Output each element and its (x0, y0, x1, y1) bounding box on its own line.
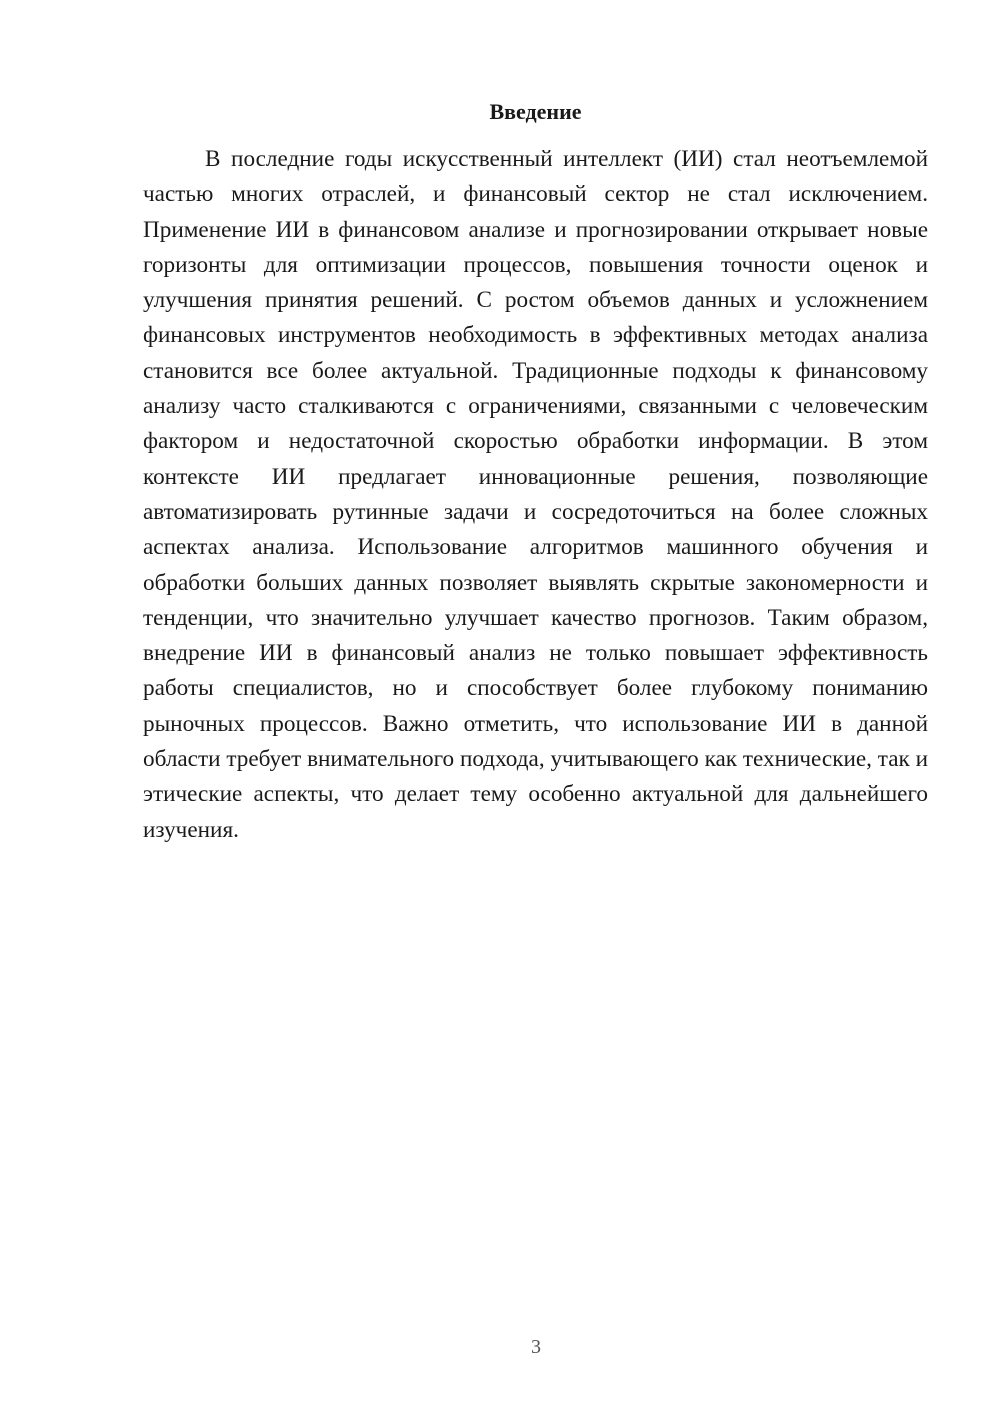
page-number: 3 (531, 1336, 541, 1358)
body-paragraph: В последние годы искусственный интеллект (ИИ) стал неотъемлемой частью многих отраслей, и финансовый сектор не стал исключением. Применение ИИ в финансовом анализе и прогнозировании открывает новые горизонты для оптимизации процессов, повышения точности оценок и улучшения принятия решений. С ростом объемов данных и усложнением финансовых инструментов необходимость в эффективных методах анализа становится все более актуальной. Традиционные подходы к финансовому анализу часто сталкиваются с ограничениями, связанными с человеческим фактором и недостаточной скоростью обработки информации. В этом контексте ИИ предлагает инновационные решения, позволяющие автоматизировать рутинные задачи и сосредоточиться на более сложных аспектах анализа. Использование алгоритмов машинного обучения и обработки больших данных позволяет выявлять скрытые закономерности и тенденции, что значительно улучшает качество прогнозов. Таким образом, внедрение ИИ в финансовый анализ не только повышает эффективность работы специалистов, но и способствует более глубокому пониманию рыночных процессов. Важно отметить, что использование ИИ в данной области требует внимательного подхода, учитывающего как технические, так и этические аспекты, что делает тему особенно актуальной для дальнейшего изучения. (143, 146, 928, 843)
section-heading: Введение (489, 99, 582, 124)
